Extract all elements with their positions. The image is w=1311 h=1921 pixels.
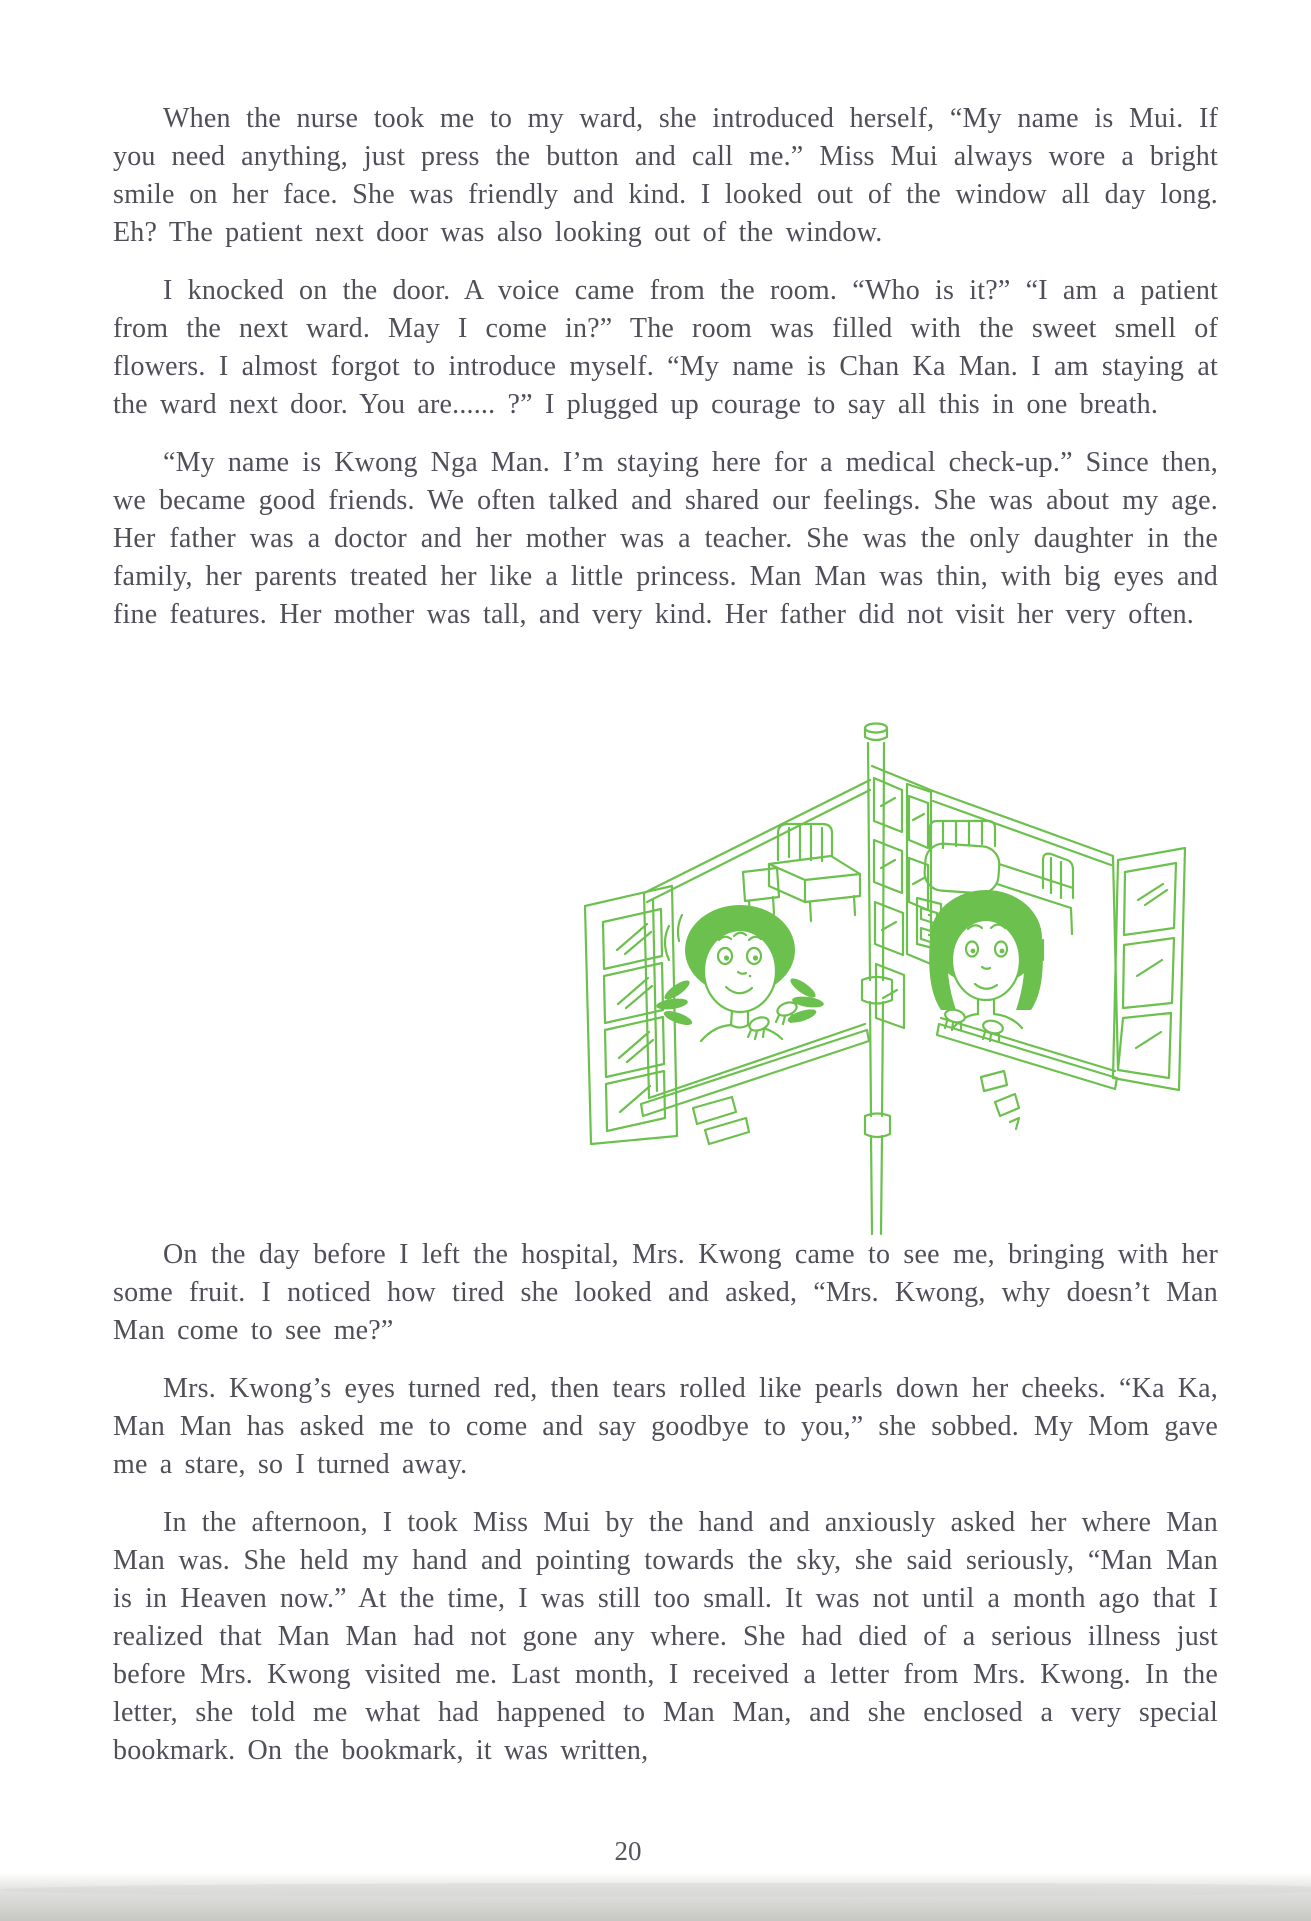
story-text-upper: [113, 100, 1218, 654]
story-text-lower: [113, 1236, 1218, 1790]
paragraph-5: Mrs. Kwong’s eyes turned red, then tears rolled like pearls down her cheeks. “Ka Ka, Man Man has asked me to come and say goodbye to you,” she sobbed. My Mom gave me a stare, so I turned away.: [113, 1373, 1218, 1480]
falling-paper-scraps-icon: [693, 1071, 1019, 1144]
scan-bottom-edge: [0, 1873, 1311, 1921]
corner-window-panes-icon: [872, 766, 933, 1028]
girl-with-bob-hair-icon: [929, 890, 1043, 1028]
paragraph-6: In the afternoon, I took Miss Mui by the hand and anxiously asked her where Man Man was. She held my hand and pointing towards the sky, she said seriously, “Man Man is in Heaven now.” At the time, I was still too small. It was not until a month ago that I realized that Man Man had not gone any where. She had died of a serious illness just before Mrs. Kwong visited me. Last month, I received a letter from Mrs. Kwong. In the letter, she told me what had happened to Man Man, and she enclosed a very special bookmark. On the bookmark, it was written,: [113, 1507, 1218, 1766]
paragraph-2: I knocked on the door. A voice came from the room. “Who is it?” “I am a patient from the next ward. May I come in?” The room was filled with the sweet smell of flowers. I almost forgot to introduce myself. “My name is Chan Ka Man. I am staying at the ward next door. You are...... ?” I plugged up courage to say all this in one breath.: [113, 275, 1218, 420]
right-girl-hands-icon: [944, 1008, 1004, 1041]
right-open-shutter-icon: [1113, 848, 1185, 1090]
left-open-shutter-icon: [585, 886, 677, 1144]
right-window-sill-icon: [937, 1024, 1117, 1089]
paragraph-4: On the day before I left the hospital, Mrs. Kwong came to see me, bringing with her some fruit. I noticed how tired she looked and asked, “Mrs. Kwong, why doesn’t Man Man come to see me?”: [113, 1239, 1218, 1346]
hospital-windows-illustration: [573, 688, 1195, 1245]
page-number: 20: [614, 1836, 642, 1866]
girl-with-pigtails-icon: [655, 905, 824, 1041]
paragraph-1: When the nurse took me to my ward, she introduced herself, “My name is Mui. If you need anything, just press the button and call me.” Miss Mui always wore a bright smile on her face. She was friendly and kind. I looked out of the window all day long. Eh? The patient next door was also looking out of the window.: [113, 103, 1218, 248]
hospital-bed-icon: [769, 824, 860, 921]
paragraph-3: “My name is Kwong Nga Man. I’m staying here for a medical check-up.” Since then, we became good friends. We often talked and shared our feelings. She was about my age. Her father was a doctor and her mother was a teacher. She was the only daughter in the family, her parents treated her like a little princess. Man Man was thin, with big eyes and fine features. Her mother was tall, and very kind. Her father did not visit her very often.: [113, 447, 1218, 630]
